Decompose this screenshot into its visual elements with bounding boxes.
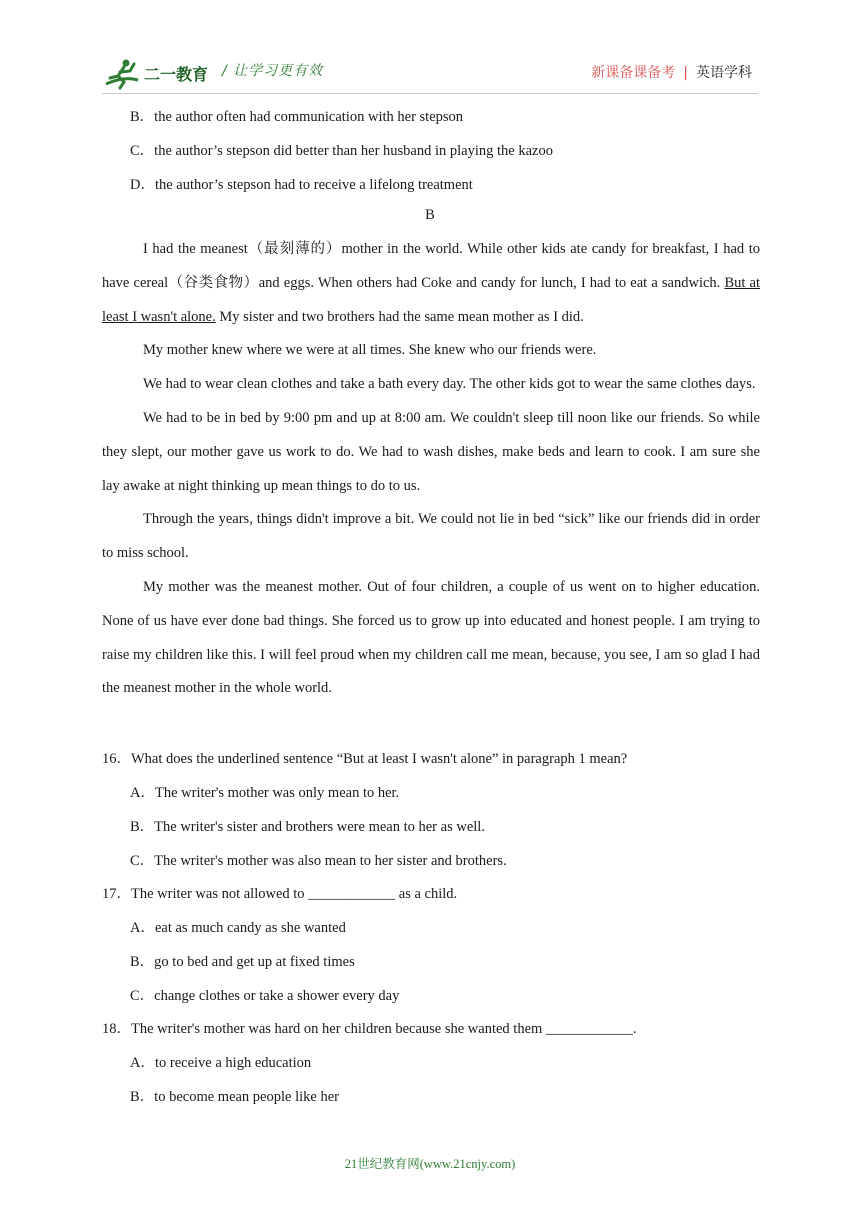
paragraph-2: My mother knew where we were at all times. She knew who our friends were. <box>143 342 597 359</box>
paragraph-3: We had to wear clean clothes and take a bath every day. The other kids got to wear the same clothes days. <box>143 376 756 393</box>
question-17: 17．The writer was not allowed to ____________ as a child. <box>102 886 458 902</box>
paragraph-1: I had the meanest（最刻薄的）mother in the world. While other kids ate candy for breakfast, I had to have cereal（谷类食物）and eggs. When others had Coke and candy for lunch, I had to eat a sandwich. But at least I wasn't alone. My sister and two brothers had the same mean mother as I did. <box>102 241 760 325</box>
header-course-label: 新课备课备考 <box>591 65 676 81</box>
footer-link[interactable]: 21世纪教育网(www.21cnjy.com) <box>344 1157 516 1171</box>
question-17-option-b: B．go to bed and get up at fixed times <box>130 954 355 970</box>
question-18-option-a: A．to receive a high education <box>130 1055 312 1071</box>
question-16-option-b: B．The writer's sister and brothers were mean to her as well. <box>130 819 485 835</box>
header-subject <box>591 62 752 82</box>
underlined-sentence: But at least I wasn't alone. <box>102 274 760 325</box>
logo <box>104 58 210 90</box>
question-17-option-c: C．change clothes or take a shower every day <box>130 988 400 1004</box>
runner-logo-icon <box>104 58 210 90</box>
header-subject-label: 英语学科 <box>696 65 752 81</box>
question-16-option-c: C．The writer's mother was also mean to her sister and brothers. <box>130 853 507 869</box>
option-prev-c: C．the author’s stepson did better than her husband in playing the kazoo <box>130 143 553 159</box>
paragraph-4: We had to be in bed by 9:00 pm and up at 8:00 am. We couldn't sleep till noon like our friends. So while they slept, our mother gave us work to do. We had to wash dishes, make beds and learn to cook. I am sure she lay awake at night thinking up mean things to do to us. <box>102 409 760 494</box>
question-16-option-a: A．The writer's mother was only mean to her. <box>130 785 400 801</box>
section-label: B <box>425 207 435 223</box>
slogan: / 让学习更有效 <box>222 63 324 79</box>
svg-text:二一教育: 二一教育 <box>144 65 209 84</box>
header-divider <box>102 93 758 94</box>
header-separator: | <box>683 65 688 81</box>
question-18: 18．The writer's mother was hard on her children because she wanted them ____________. <box>102 1021 637 1037</box>
question-16: 16．What does the underlined sentence “But at least I wasn't alone” in paragraph 1 mean? <box>102 751 628 767</box>
paragraph-6: My mother was the meanest mother. Out of four children, a couple of us went on to higher education. None of us have ever done bad things. She forced us to grow up into educated and honest people. I am trying to raise my children like this. I will feel proud when my children call me mean, because, you see, I am so glad I had the meanest mother in the whole world. <box>102 578 760 697</box>
paragraph-5: Through the years, things didn't improve a bit. We could not lie in bed “sick” like our friends did in order to miss school. <box>102 511 760 562</box>
question-17-option-a: A．eat as much candy as she wanted <box>130 920 346 936</box>
page-header <box>0 0 860 96</box>
option-prev-d: D．the author’s stepson had to receive a lifelong treatment <box>130 177 473 193</box>
option-prev-b: B．the author often had communication with her stepson <box>130 109 464 125</box>
passage <box>102 233 760 706</box>
question-18-option-b: B．to become mean people like her <box>130 1089 339 1105</box>
